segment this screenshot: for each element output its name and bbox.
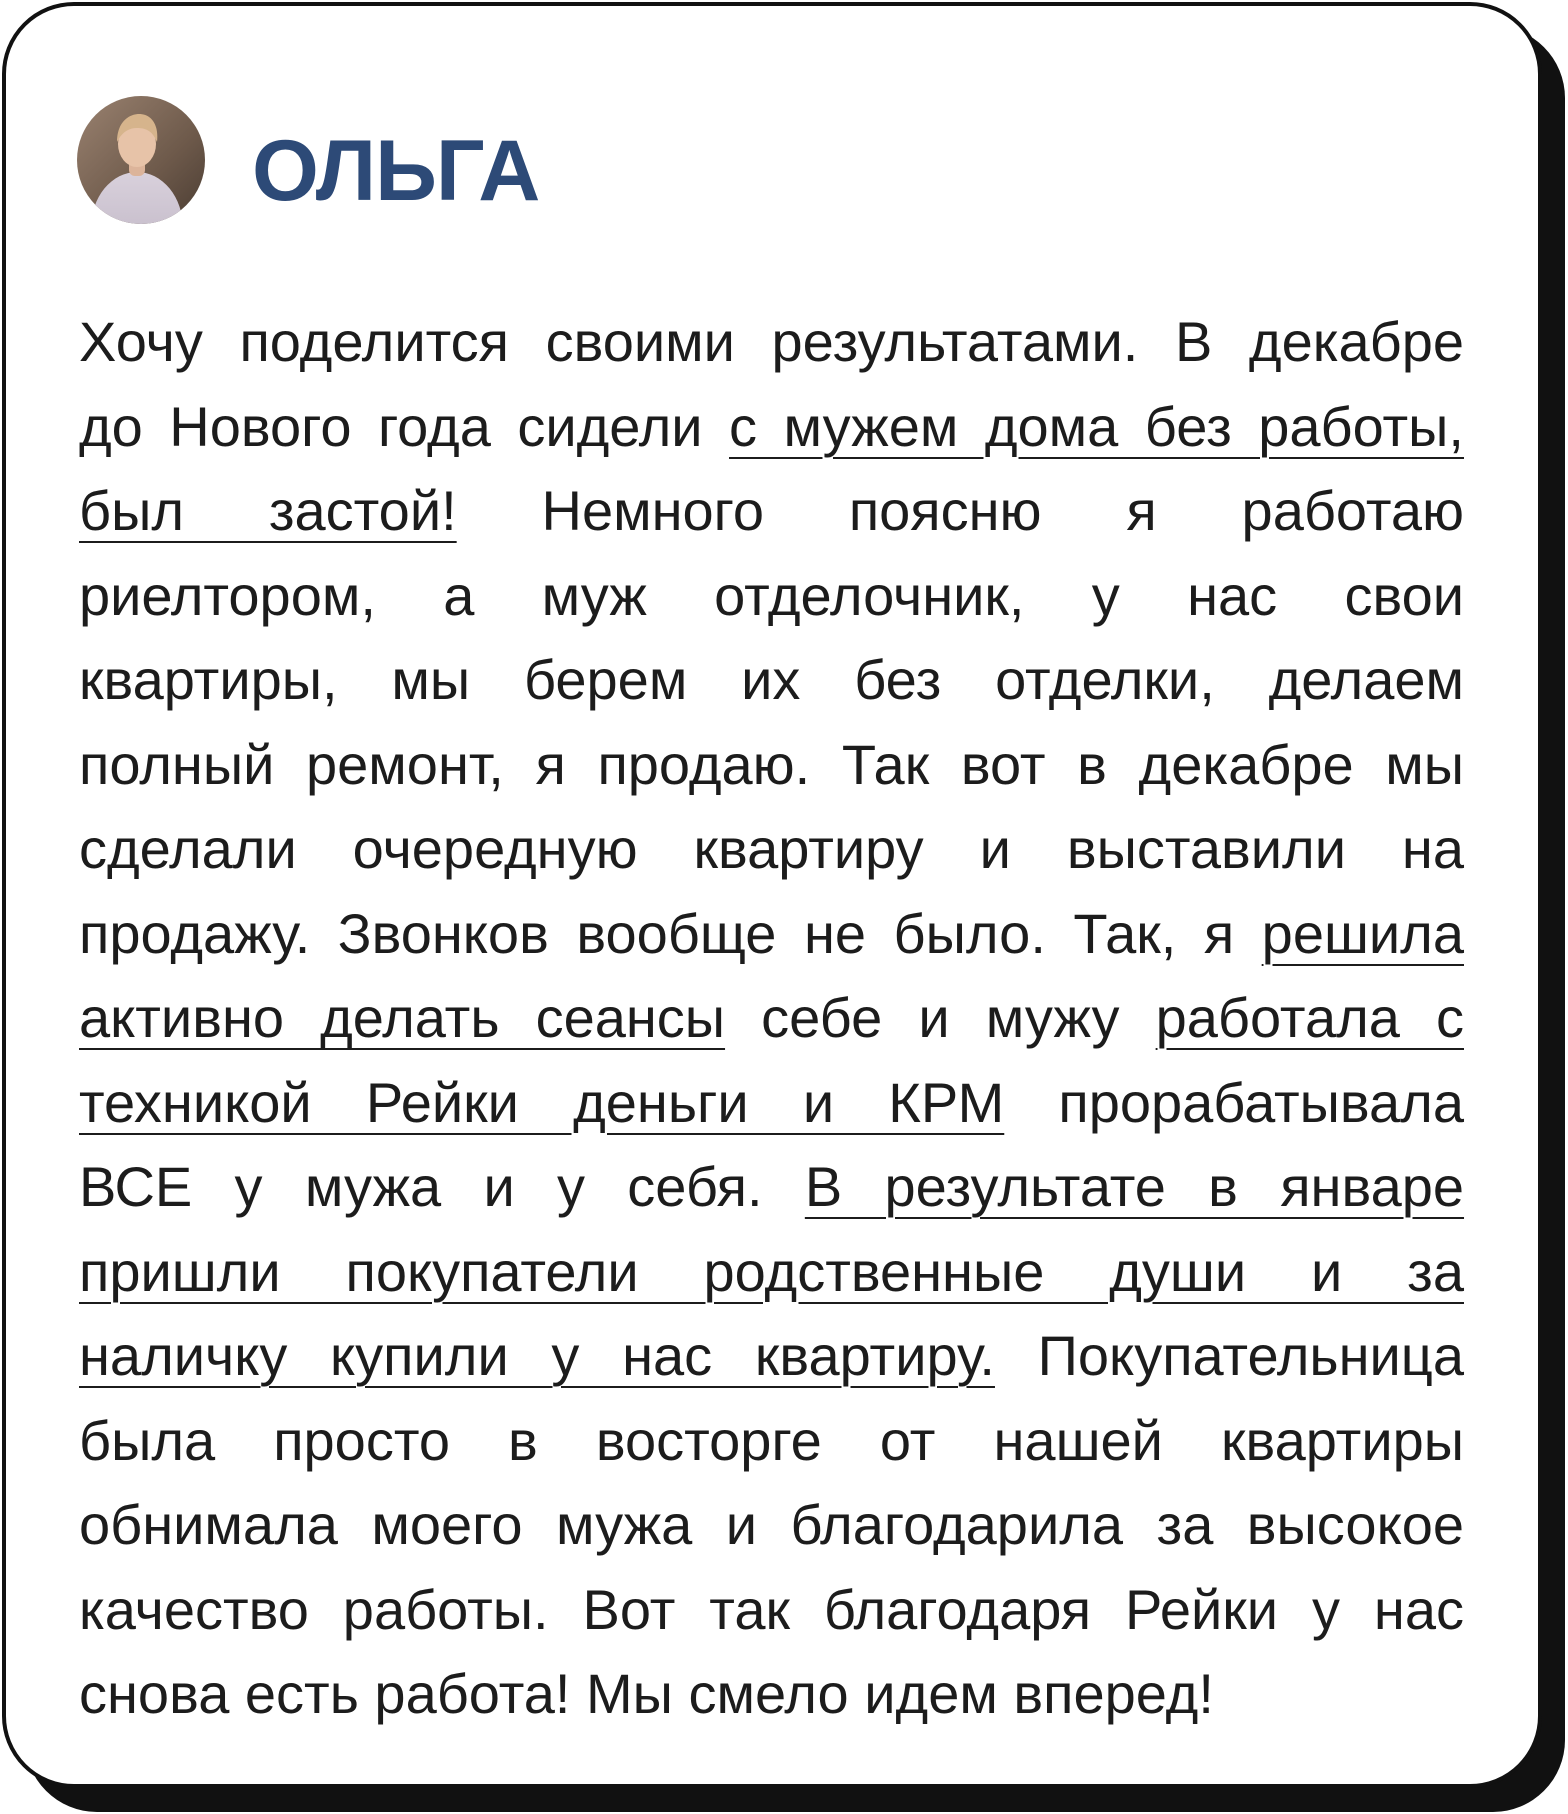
text-segment: себе и мужу bbox=[725, 986, 1156, 1049]
text-segment: Немного поясню я работаю bbox=[456, 479, 1464, 542]
text-segment: до Нового года сидели bbox=[79, 394, 730, 458]
text-line bbox=[79, 1145, 1464, 1230]
text-line bbox=[79, 1230, 1464, 1315]
text-line bbox=[79, 892, 1464, 977]
text-segment: обнимала моего мужа и благодарила за высокое bbox=[79, 1493, 1464, 1556]
text-line bbox=[79, 1568, 1464, 1653]
text-segment: решила bbox=[1261, 901, 1464, 965]
text-segment: была просто в восторге от нашей квартиры bbox=[79, 1408, 1464, 1472]
text-line bbox=[79, 723, 1464, 808]
text-line bbox=[79, 300, 1464, 385]
text-segment: прорабатывала bbox=[1004, 1070, 1464, 1134]
text-segment: снова есть работа! Мы смело идем вперед! bbox=[79, 1662, 1214, 1725]
text-segment: с мужем дома без работы, bbox=[729, 394, 1464, 458]
text-line bbox=[79, 1399, 1464, 1484]
text-segment: пришли покупатели родственные души и за bbox=[79, 1239, 1464, 1303]
text-line bbox=[79, 807, 1464, 892]
text-segment: был застой! bbox=[79, 479, 457, 542]
avatar bbox=[77, 96, 205, 224]
text-line bbox=[79, 1483, 1464, 1568]
text-segment: продажу. Звонков вообще не было. Так, я bbox=[79, 901, 1262, 965]
text-segment: качество работы. Вот так благодаря Рейки у нас bbox=[79, 1577, 1464, 1641]
text-segment: В результате в январе bbox=[804, 1155, 1465, 1218]
text-line bbox=[79, 976, 1464, 1061]
text-segment: активно делать сеансы bbox=[79, 986, 726, 1049]
text-segment: сделали очередную квартиру и выставили на bbox=[79, 817, 1464, 880]
text-line bbox=[79, 469, 1464, 554]
text-line bbox=[79, 554, 1464, 639]
text-segment: техникой Рейки деньги и КРМ bbox=[79, 1070, 1005, 1134]
testimonial-card bbox=[2, 2, 1542, 1788]
text-segment: риелтором, а муж отделочник, у нас свои bbox=[79, 563, 1464, 627]
text-segment: полный ремонт, я продаю. Так вот в декабре мы bbox=[79, 732, 1464, 796]
text-segment: квартиры, мы берем их без отделки, делаем bbox=[79, 648, 1464, 711]
text-line bbox=[79, 638, 1464, 723]
text-segment: Покупательница bbox=[994, 1324, 1465, 1387]
text-line bbox=[79, 1061, 1464, 1146]
text-segment: работала с bbox=[1155, 986, 1464, 1049]
text-segment: ВСЕ у мужа и у себя. bbox=[79, 1155, 805, 1218]
text-segment: Хочу поделится своими результатами. В декабре bbox=[79, 310, 1464, 373]
testimonial-text bbox=[79, 300, 1464, 1737]
author-name: ОЛЬГА bbox=[252, 123, 540, 219]
text-line bbox=[79, 385, 1464, 470]
text-line bbox=[79, 1652, 1464, 1737]
text-segment: наличку купили у нас квартиру. bbox=[79, 1324, 995, 1387]
text-line bbox=[79, 1314, 1464, 1399]
user-photo-icon bbox=[77, 96, 205, 224]
